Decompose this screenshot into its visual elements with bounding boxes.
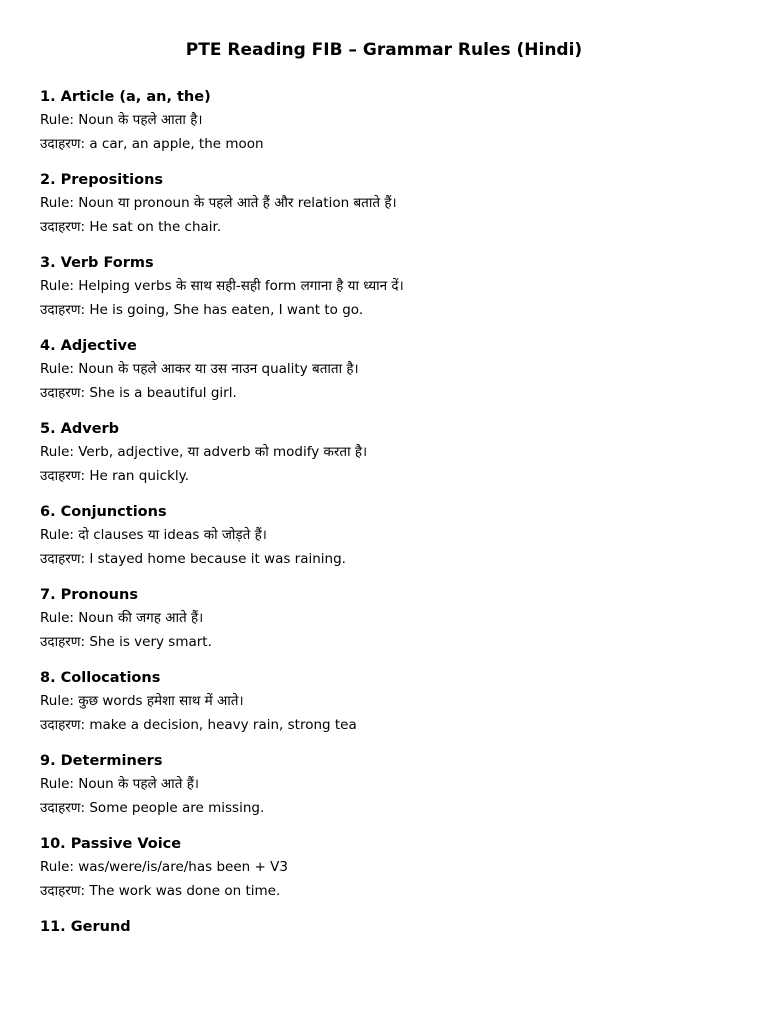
rule-text: Noun के पहले आता है। (78, 112, 203, 128)
example-line (40, 879, 740, 903)
rule-line (40, 191, 740, 215)
rule-label: Rule: (40, 195, 74, 211)
section-heading: 2. Prepositions (40, 172, 164, 188)
example-label: उदाहरण: (40, 883, 86, 899)
example-text: He sat on the chair. (89, 219, 222, 235)
rule-line (40, 689, 740, 713)
rule-section-prepositions (40, 169, 740, 252)
rule-line (40, 523, 740, 547)
page-title: PTE Reading FIB – Grammar Rules (Hindi) (185, 40, 583, 60)
example-text: She is very smart. (89, 634, 212, 650)
rule-text: Noun के पहले आकर या उस नाउन quality बताता है। (78, 361, 359, 377)
rule-section-adjective (40, 335, 740, 418)
section-heading: 6. Conjunctions (40, 504, 167, 520)
rule-text: दो clauses या ideas को जोड़ते हैं। (78, 527, 267, 543)
example-text: The work was done on time. (89, 883, 281, 899)
rule-label: Rule: (40, 776, 74, 792)
rule-label: Rule: (40, 693, 74, 709)
rule-text: Noun या pronoun के पहले आते हैं और relation बताते हैं। (78, 195, 397, 211)
rule-text: कुछ words हमेशा साथ में आते। (78, 693, 244, 709)
rule-label: Rule: (40, 859, 74, 875)
rule-line (40, 274, 740, 298)
section-heading: 3. Verb Forms (40, 255, 154, 271)
section-heading: 11. Gerund (40, 919, 131, 935)
rule-line (40, 855, 740, 879)
example-label: उदाहरण: (40, 385, 86, 401)
example-label: उदाहरण: (40, 634, 86, 650)
rule-label: Rule: (40, 444, 74, 460)
rule-section-determiners (40, 750, 740, 833)
section-heading: 4. Adjective (40, 338, 137, 354)
example-text: Some people are missing. (89, 800, 265, 816)
rule-text: Noun के पहले आते हैं। (78, 776, 200, 792)
rule-label: Rule: (40, 361, 74, 377)
example-label: उदाहरण: (40, 551, 86, 567)
rule-text: Verb, adjective, या adverb को modify करता है। (78, 444, 368, 460)
rule-label: Rule: (40, 527, 74, 543)
example-line (40, 630, 740, 654)
example-text: She is a beautiful girl. (89, 385, 237, 401)
example-label: उदाहरण: (40, 219, 86, 235)
rule-label: Rule: (40, 278, 74, 294)
rule-section-passive-voice (40, 833, 740, 916)
section-heading: 7. Pronouns (40, 587, 138, 603)
example-label: उदाहरण: (40, 136, 86, 152)
example-text: a car, an apple, the moon (89, 136, 264, 152)
section-heading: 9. Determiners (40, 753, 163, 769)
section-heading: 10. Passive Voice (40, 836, 182, 852)
rule-text: Noun की जगह आते हैं। (78, 610, 204, 626)
rule-text: was/were/is/are/has been + V3 (78, 859, 288, 875)
rule-section-article (40, 86, 740, 169)
example-line (40, 215, 740, 239)
rules-list (40, 86, 740, 999)
example-line (40, 381, 740, 405)
example-line (40, 796, 740, 820)
rule-text: Helping verbs के साथ सही-सही form लगाना है या ध्यान दें। (78, 278, 404, 294)
rule-section-collocations (40, 667, 740, 750)
rule-line (40, 440, 740, 464)
rule-section-adverb (40, 418, 740, 501)
example-line (40, 298, 740, 322)
section-heading: 1. Article (a, an, the) (40, 89, 211, 105)
example-label: उदाहरण: (40, 717, 86, 733)
example-label: उदाहरण: (40, 302, 86, 318)
rule-section-gerund (40, 916, 740, 999)
rule-line (40, 108, 740, 132)
rule-label: Rule: (40, 112, 74, 128)
example-line (40, 547, 740, 571)
example-text: He is going, She has eaten, I want to go. (89, 302, 364, 318)
rule-label: Rule: (40, 610, 74, 626)
example-text: I stayed home because it was raining. (89, 551, 346, 567)
example-label: उदाहरण: (40, 468, 86, 484)
rule-line (40, 772, 740, 796)
rule-section-verb-forms (40, 252, 740, 335)
example-text: He ran quickly. (89, 468, 190, 484)
section-heading: 8. Collocations (40, 670, 161, 686)
rule-section-conjunctions (40, 501, 740, 584)
rule-line (40, 357, 740, 381)
example-line (40, 464, 740, 488)
example-line (40, 713, 740, 737)
section-heading: 5. Adverb (40, 421, 120, 437)
example-line (40, 132, 740, 156)
rule-line (40, 606, 740, 630)
rule-section-pronouns (40, 584, 740, 667)
example-label: उदाहरण: (40, 800, 86, 816)
example-text: make a decision, heavy rain, strong tea (89, 717, 357, 733)
